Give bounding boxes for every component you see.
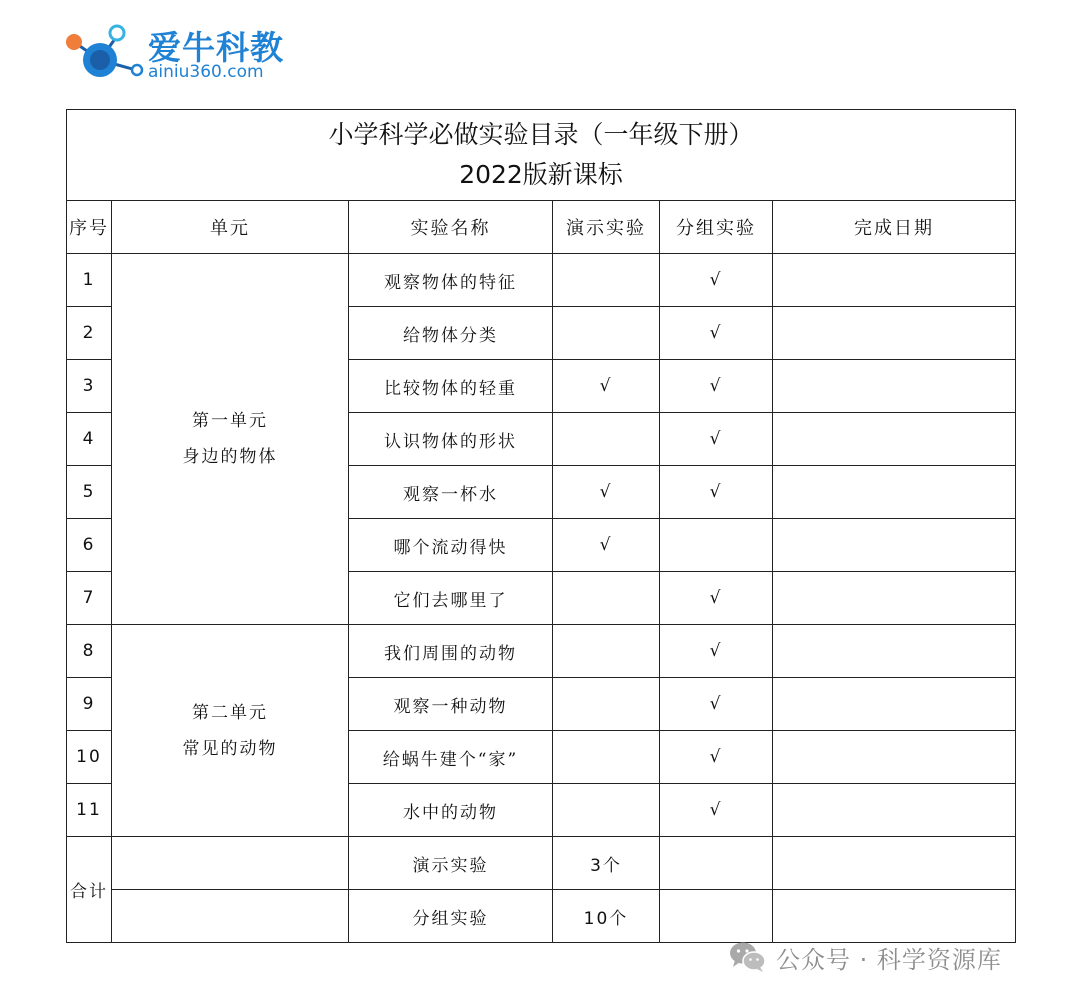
watermark-text: 公众号 · 科学资源库: [776, 945, 1002, 974]
row-no: 4: [67, 413, 112, 466]
demo-check: [553, 678, 660, 731]
row-no: 6: [67, 519, 112, 572]
row-no: 9: [67, 678, 112, 731]
group-check: √: [660, 413, 773, 466]
row-no: 10: [67, 731, 112, 784]
unit-cell: [112, 625, 349, 837]
group-check: √: [660, 731, 773, 784]
summary-empty-cell: [112, 837, 349, 890]
header-demo: 演示实验: [553, 201, 660, 254]
summary-item-count: 3个: [553, 837, 660, 890]
experiment-name: 观察物体的特征: [349, 254, 553, 307]
experiment-name: 它们去哪里了: [349, 572, 553, 625]
row-no: 3: [67, 360, 112, 413]
logo-molecule-icon: [60, 18, 146, 84]
table-row: [67, 254, 1016, 307]
demo-check: √: [553, 519, 660, 572]
row-no: 5: [67, 466, 112, 519]
summary-empty-cell: [773, 837, 1016, 890]
unit-title: 身边的物体: [182, 447, 278, 467]
demo-check: [553, 572, 660, 625]
demo-check: [553, 784, 660, 837]
table-title-main: 小学科学必做实验目录（一年级下册）: [328, 120, 754, 149]
summary-item-name: 分组实验: [349, 890, 553, 943]
table-title-edition: 2022版新课标: [459, 160, 623, 189]
summary-empty-cell: [112, 890, 349, 943]
logo: [60, 18, 320, 88]
logo-name: 爱牛科教: [148, 28, 284, 67]
row-no: 8: [67, 625, 112, 678]
group-check: √: [660, 360, 773, 413]
header-date: 完成日期: [773, 201, 1016, 254]
experiment-name: 比较物体的轻重: [349, 360, 553, 413]
demo-check: √: [553, 360, 660, 413]
summary-label: 合计: [67, 837, 112, 943]
date-cell[interactable]: [773, 413, 1016, 466]
experiment-name: 哪个流动得快: [349, 519, 553, 572]
experiment-name: 给蜗牛建个“家”: [349, 731, 553, 784]
watermark: [728, 937, 1002, 977]
group-check: √: [660, 307, 773, 360]
unit-cell: [112, 254, 349, 625]
group-check: √: [660, 784, 773, 837]
experiment-name: 认识物体的形状: [349, 413, 553, 466]
row-no: 1: [67, 254, 112, 307]
group-check: [660, 519, 773, 572]
summary-item-name: 演示实验: [349, 837, 553, 890]
summary-row: [67, 890, 1016, 943]
header-no: 序号: [67, 201, 112, 254]
table-title: [67, 110, 1016, 201]
header-unit: 单元: [112, 201, 349, 254]
group-check: √: [660, 254, 773, 307]
group-check: √: [660, 625, 773, 678]
summary-empty-cell: [773, 890, 1016, 943]
experiment-name: 我们周围的动物: [349, 625, 553, 678]
date-cell[interactable]: [773, 254, 1016, 307]
demo-check: [553, 625, 660, 678]
group-check: √: [660, 572, 773, 625]
summary-item-count: 10个: [553, 890, 660, 943]
date-cell[interactable]: [773, 784, 1016, 837]
demo-check: [553, 307, 660, 360]
row-no: 2: [67, 307, 112, 360]
group-check: √: [660, 466, 773, 519]
experiment-name: 观察一种动物: [349, 678, 553, 731]
date-cell[interactable]: [773, 678, 1016, 731]
date-cell[interactable]: [773, 731, 1016, 784]
demo-check: √: [553, 466, 660, 519]
date-cell[interactable]: [773, 466, 1016, 519]
date-cell[interactable]: [773, 360, 1016, 413]
header-group: 分组实验: [660, 201, 773, 254]
date-cell[interactable]: [773, 519, 1016, 572]
wechat-icon: [728, 940, 768, 974]
summary-empty-cell: [660, 837, 773, 890]
logo-url: ainiu360.com: [148, 62, 264, 82]
demo-check: [553, 413, 660, 466]
row-no: 11: [67, 784, 112, 837]
header-experiment-name: 实验名称: [349, 201, 553, 254]
date-cell[interactable]: [773, 625, 1016, 678]
group-check: √: [660, 678, 773, 731]
header-row: [67, 201, 1016, 254]
unit-title: 常见的动物: [182, 738, 278, 759]
table-row: [67, 625, 1016, 678]
date-cell[interactable]: [773, 572, 1016, 625]
row-no: 7: [67, 572, 112, 625]
unit-label: 第二单元: [192, 702, 268, 723]
summary-empty-cell: [660, 890, 773, 943]
demo-check: [553, 731, 660, 784]
date-cell[interactable]: [773, 307, 1016, 360]
demo-check: [553, 254, 660, 307]
experiment-name: 观察一杯水: [349, 466, 553, 519]
experiment-name: 给物体分类: [349, 307, 553, 360]
experiment-table: [66, 109, 1016, 943]
experiment-name: 水中的动物: [349, 784, 553, 837]
unit-label: 第一单元: [192, 411, 268, 431]
summary-row: [67, 837, 1016, 890]
